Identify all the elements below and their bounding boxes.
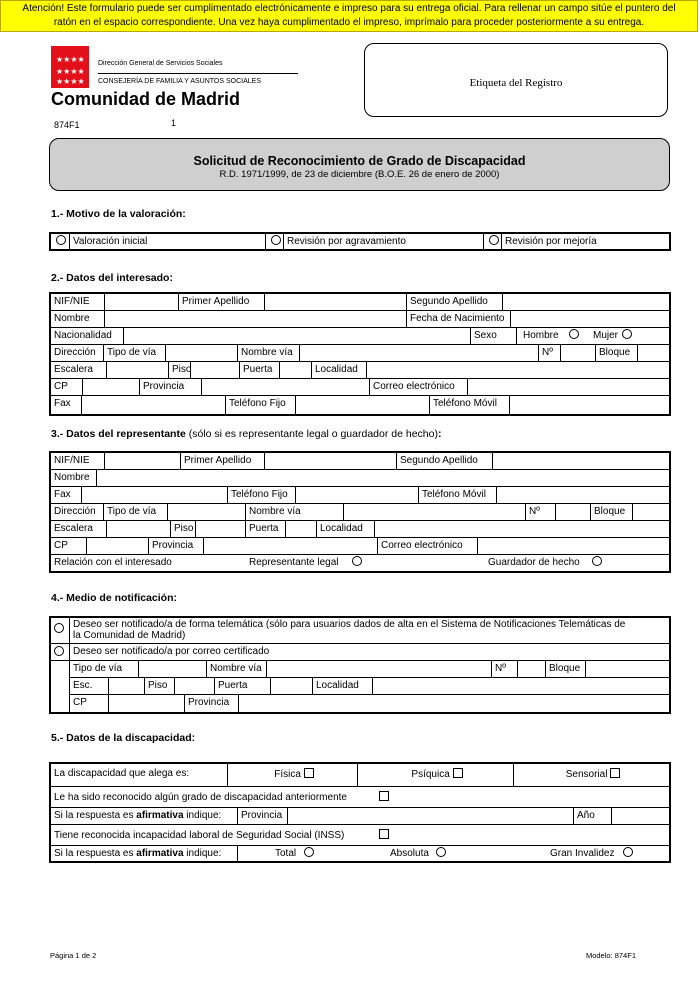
rep-label-numero: Nº <box>525 504 555 520</box>
section-3-note: (sólo si es representante legal o guardador de hecho) <box>188 428 438 440</box>
label-localidad: Localidad <box>311 362 366 378</box>
notif-input-tipo-via[interactable] <box>138 661 206 677</box>
label-psiquica: Psíquica <box>411 769 450 780</box>
section-4-heading: 4.- Medio de notificación: <box>51 592 178 604</box>
label-discapacidad-alega: La discapacidad que alega es: <box>54 768 190 779</box>
rep-input-nif[interactable] <box>104 453 180 469</box>
registry-label-box <box>364 43 668 117</box>
star-icon: ★★★★ <box>56 55 85 64</box>
rep-label-nombre: Nombre <box>54 472 90 483</box>
form-subtitle: R.D. 1971/1999, de 23 de diciembre (B.O.E. 26 de enero de 2000) <box>219 169 500 180</box>
radio-gran-invalidez[interactable] <box>623 847 633 857</box>
rep-label-provincia: Provincia <box>148 538 203 554</box>
rep-label-escalera: Escalera <box>54 523 93 534</box>
section-1-table <box>49 232 671 251</box>
form-title: Solicitud de Reconocimiento de Grado de Discapacidad <box>193 154 526 168</box>
rep-input-puerta[interactable] <box>285 521 316 537</box>
label-fisica: Física <box>274 769 301 780</box>
input-fecha-nacimiento[interactable] <box>510 311 669 327</box>
rep-input-nombre[interactable] <box>96 470 669 486</box>
radio-revision-mejoria[interactable] <box>489 235 499 245</box>
checkbox-incapacidad-inss[interactable] <box>379 829 389 839</box>
label-reconocido-anteriormente: Le ha sido reconocido algún grado de discapacidad anteriormente <box>54 792 347 803</box>
rep-label-fax: Fax <box>54 489 71 500</box>
radio-revision-agravamiento[interactable] <box>271 235 281 245</box>
label-direccion: Dirección <box>54 347 96 358</box>
title-box <box>49 138 670 191</box>
label-segundo-apellido: Segundo Apellido <box>406 294 502 310</box>
checkbox-psiquica[interactable] <box>453 768 463 778</box>
notif-label-localidad: Localidad <box>312 678 372 694</box>
label-si-afirmativa-1: Si la respuesta es afirmativa indique: <box>54 810 222 821</box>
radio-representante-legal[interactable] <box>352 556 362 566</box>
notif-label-piso: Piso <box>144 678 174 694</box>
rep-label-localidad: Localidad <box>316 521 374 537</box>
label-gran-invalidez: Gran Invalidez <box>550 848 615 859</box>
label-fax: Fax <box>54 398 71 409</box>
input-numero[interactable] <box>560 345 595 361</box>
radio-notificacion-telematica[interactable] <box>54 623 64 633</box>
input-localidad[interactable] <box>366 362 669 378</box>
rep-label-piso: Piso <box>170 521 195 537</box>
label-nif: NIF/NIE <box>54 296 90 307</box>
label-puerta: Puerta <box>239 362 279 378</box>
notif-label-nombre-via: Nombre vía <box>206 661 266 677</box>
rep-input-tipo-via[interactable] <box>167 504 245 520</box>
notif-label-escalera: Esc. <box>73 680 93 691</box>
rep-label-telefono-movil: Teléfono Móvil <box>418 487 496 503</box>
rep-input-correo[interactable] <box>477 538 669 554</box>
label-guardador-hecho: Guardador de hecho <box>488 557 580 568</box>
input-primer-apellido[interactable] <box>264 294 406 310</box>
section-2-table <box>49 292 671 416</box>
radio-hombre[interactable] <box>569 329 579 339</box>
radio-absoluta[interactable] <box>436 847 446 857</box>
label-piso: Piso <box>168 362 190 378</box>
label-correo: Correo electrónico <box>369 379 467 395</box>
footer-model: Modelo: 874F1 <box>585 951 636 960</box>
label-cp: CP <box>54 381 68 392</box>
label-notificacion-telematica: Deseo ser notificado/a de forma telemática (sólo para usuarios dados de alta en el Sistema de Notificaciones Telemáticas de <box>73 619 626 630</box>
notif-label-bloque: Bloque <box>545 661 585 677</box>
label-fecha-nacimiento: Fecha de Nacimiento <box>406 311 510 327</box>
rep-input-nombre-via[interactable] <box>343 504 525 520</box>
label-provincia: Provincia <box>139 379 201 395</box>
rep-label-bloque: Bloque <box>590 504 632 520</box>
rep-label-relacion: Relación con el interesado <box>54 557 172 568</box>
input-cp[interactable] <box>82 379 139 395</box>
star-icon: ★★★★ <box>56 67 85 76</box>
label-escalera: Escalera <box>54 364 93 375</box>
rep-label-correo: Correo electrónico <box>377 538 477 554</box>
notif-label-provincia: Provincia <box>184 695 238 712</box>
label-telefono-fijo: Teléfono Fijo <box>225 396 295 414</box>
header-divider <box>98 73 298 74</box>
footer-page: Página 1 de 2 <box>50 951 97 960</box>
rep-input-escalera[interactable] <box>106 521 170 537</box>
rep-input-telefono-movil[interactable] <box>496 487 669 503</box>
notif-input-provincia[interactable] <box>238 695 669 712</box>
consejeria: CONSEJERÍA DE FAMILIA Y ASUNTOS SOCIALES <box>98 78 262 85</box>
input-fax[interactable] <box>81 396 225 414</box>
label-telefono-movil: Teléfono Móvil <box>429 396 509 414</box>
checkbox-reconocido-anteriormente[interactable] <box>379 791 389 801</box>
radio-correo-certificado[interactable] <box>54 646 64 656</box>
notif-input-cp[interactable] <box>108 695 184 712</box>
label-primer-apellido: Primer Apellido <box>178 294 264 310</box>
label-sexo: Sexo <box>470 328 516 344</box>
label-mujer: Mujer <box>593 330 619 341</box>
input-escalera[interactable] <box>106 362 168 378</box>
input-puerta[interactable] <box>279 362 311 378</box>
notif-label-numero: Nº <box>491 661 517 677</box>
label-total: Total <box>275 848 297 859</box>
banner-line-1: Atención! Este formulario puede ser cumplimentado electrónicamente e impreso para su entrega oficial. Para rellenar un campo sitúe el puntero del <box>22 3 676 14</box>
rep-label-nif: NIF/NIE <box>54 455 90 466</box>
label-revision-agravamiento: Revisión por agravamiento <box>283 234 483 249</box>
notif-input-numero[interactable] <box>517 661 545 677</box>
rep-label-tipo-via: Tipo de vía <box>103 504 167 520</box>
label-sensorial: Sensorial <box>565 769 608 780</box>
label-bloque: Bloque <box>595 345 637 361</box>
label-tipo-via: Tipo de vía <box>103 345 165 361</box>
banner-line-2: ratón en el espacio correspondiente. Una vez haya cumplimentado el impreso, imprímalo para proceder posteriormente a su entrega. <box>53 17 645 28</box>
attention-banner <box>0 0 698 32</box>
section-4-table <box>49 616 671 714</box>
rep-input-numero[interactable] <box>555 504 590 520</box>
label-nombre: Nombre <box>54 313 90 324</box>
label-correo-certificado: Deseo ser notificado/a por correo certificado <box>73 646 270 657</box>
label-nombre-via: Nombre vía <box>237 345 299 361</box>
direccion-general: Dirección General de Servicios Sociales <box>98 60 223 67</box>
input-tipo-via[interactable] <box>165 345 237 361</box>
org-name: Comunidad de Madrid <box>51 89 240 109</box>
rep-label-puerta: Puerta <box>245 521 285 537</box>
notif-label-puerta: Puerta <box>214 678 270 694</box>
label-representante-legal: Representante legal <box>249 557 339 568</box>
input-nombre[interactable] <box>104 311 406 327</box>
radio-guardador-hecho[interactable] <box>592 556 602 566</box>
notif-input-piso[interactable] <box>174 678 214 694</box>
rep-label-direccion: Dirección <box>54 506 96 517</box>
rep-input-bloque[interactable] <box>632 504 669 520</box>
checkbox-sensorial[interactable] <box>610 768 620 778</box>
notif-input-bloque[interactable] <box>585 661 669 677</box>
rep-input-segundo-apellido[interactable] <box>492 453 669 469</box>
form-code: 874F1 <box>54 120 80 130</box>
input-nombre-via[interactable] <box>299 345 538 361</box>
rep-input-piso[interactable] <box>195 521 245 537</box>
notif-label-tipo-via: Tipo de vía <box>73 663 123 674</box>
section-3-table <box>49 451 671 573</box>
radio-mujer[interactable] <box>622 329 632 339</box>
label-notificacion-telematica-2: la Comunidad de Madrid) <box>73 630 186 641</box>
input-provincia[interactable] <box>201 379 369 395</box>
checkbox-fisica[interactable] <box>304 768 314 778</box>
input-provincia-discapacidad[interactable] <box>287 808 573 824</box>
comunidad-madrid-logo <box>51 46 89 88</box>
rep-input-cp[interactable] <box>86 538 148 554</box>
label-nacionalidad: Nacionalidad <box>54 330 112 341</box>
input-telefono-fijo[interactable] <box>295 396 429 414</box>
section-2-heading: 2.- Datos del interesado: <box>51 272 173 284</box>
input-piso[interactable] <box>190 362 239 378</box>
rep-input-primer-apellido[interactable] <box>264 453 396 469</box>
label-numero: Nº <box>538 345 560 361</box>
input-correo[interactable] <box>467 379 669 395</box>
rep-label-primer-apellido: Primer Apellido <box>180 453 264 469</box>
input-anio[interactable] <box>611 808 669 824</box>
label-incapacidad-inss: Tiene reconocida incapacidad laboral de Seguridad Social (INSS) <box>54 830 345 841</box>
label-anio: Año <box>573 808 611 824</box>
rep-label-cp: CP <box>54 540 68 551</box>
section-3-heading: 3.- Datos del representante (sólo si es representante legal o guardador de hecho): <box>51 428 442 440</box>
rep-input-telefono-fijo[interactable] <box>295 487 418 503</box>
notif-input-puerta[interactable] <box>270 678 312 694</box>
rep-label-nombre-via: Nombre vía <box>245 504 343 520</box>
radio-total[interactable] <box>304 847 314 857</box>
notif-input-escalera[interactable] <box>108 678 144 694</box>
input-telefono-movil[interactable] <box>509 396 669 414</box>
input-nacionalidad[interactable] <box>123 328 470 344</box>
input-segundo-apellido[interactable] <box>502 294 669 310</box>
rep-input-fax[interactable] <box>81 487 227 503</box>
label-revision-mejoria: Revisión por mejoría <box>501 234 669 249</box>
radio-valoracion-inicial[interactable] <box>56 235 66 245</box>
label-absoluta: Absoluta <box>390 848 429 859</box>
input-nif[interactable] <box>104 294 178 310</box>
star-icon: ★★★★ <box>56 77 85 86</box>
label-valoracion-inicial: Valoración inicial <box>69 234 265 249</box>
rep-input-provincia[interactable] <box>203 538 377 554</box>
rep-label-telefono-fijo: Teléfono Fijo <box>227 487 295 503</box>
section-5-table <box>49 762 671 863</box>
page-number: 1 <box>171 118 177 128</box>
label-si-afirmativa-2: Si la respuesta es afirmativa indique: <box>54 848 222 859</box>
registry-label: Etiqueta del Registro <box>469 77 563 89</box>
label-hombre: Hombre <box>523 330 559 341</box>
section-1-heading: 1.- Motivo de la valoración: <box>51 208 186 220</box>
notif-label-cp: CP <box>73 697 87 708</box>
input-bloque[interactable] <box>637 345 669 361</box>
notif-input-localidad[interactable] <box>372 678 669 694</box>
rep-input-localidad[interactable] <box>374 521 669 537</box>
section-5-heading: 5.- Datos de la discapacidad: <box>51 732 196 744</box>
rep-label-segundo-apellido: Segundo Apellido <box>396 453 492 469</box>
notif-input-nombre-via[interactable] <box>266 661 491 677</box>
label-provincia-discapacidad: Provincia <box>237 808 287 824</box>
